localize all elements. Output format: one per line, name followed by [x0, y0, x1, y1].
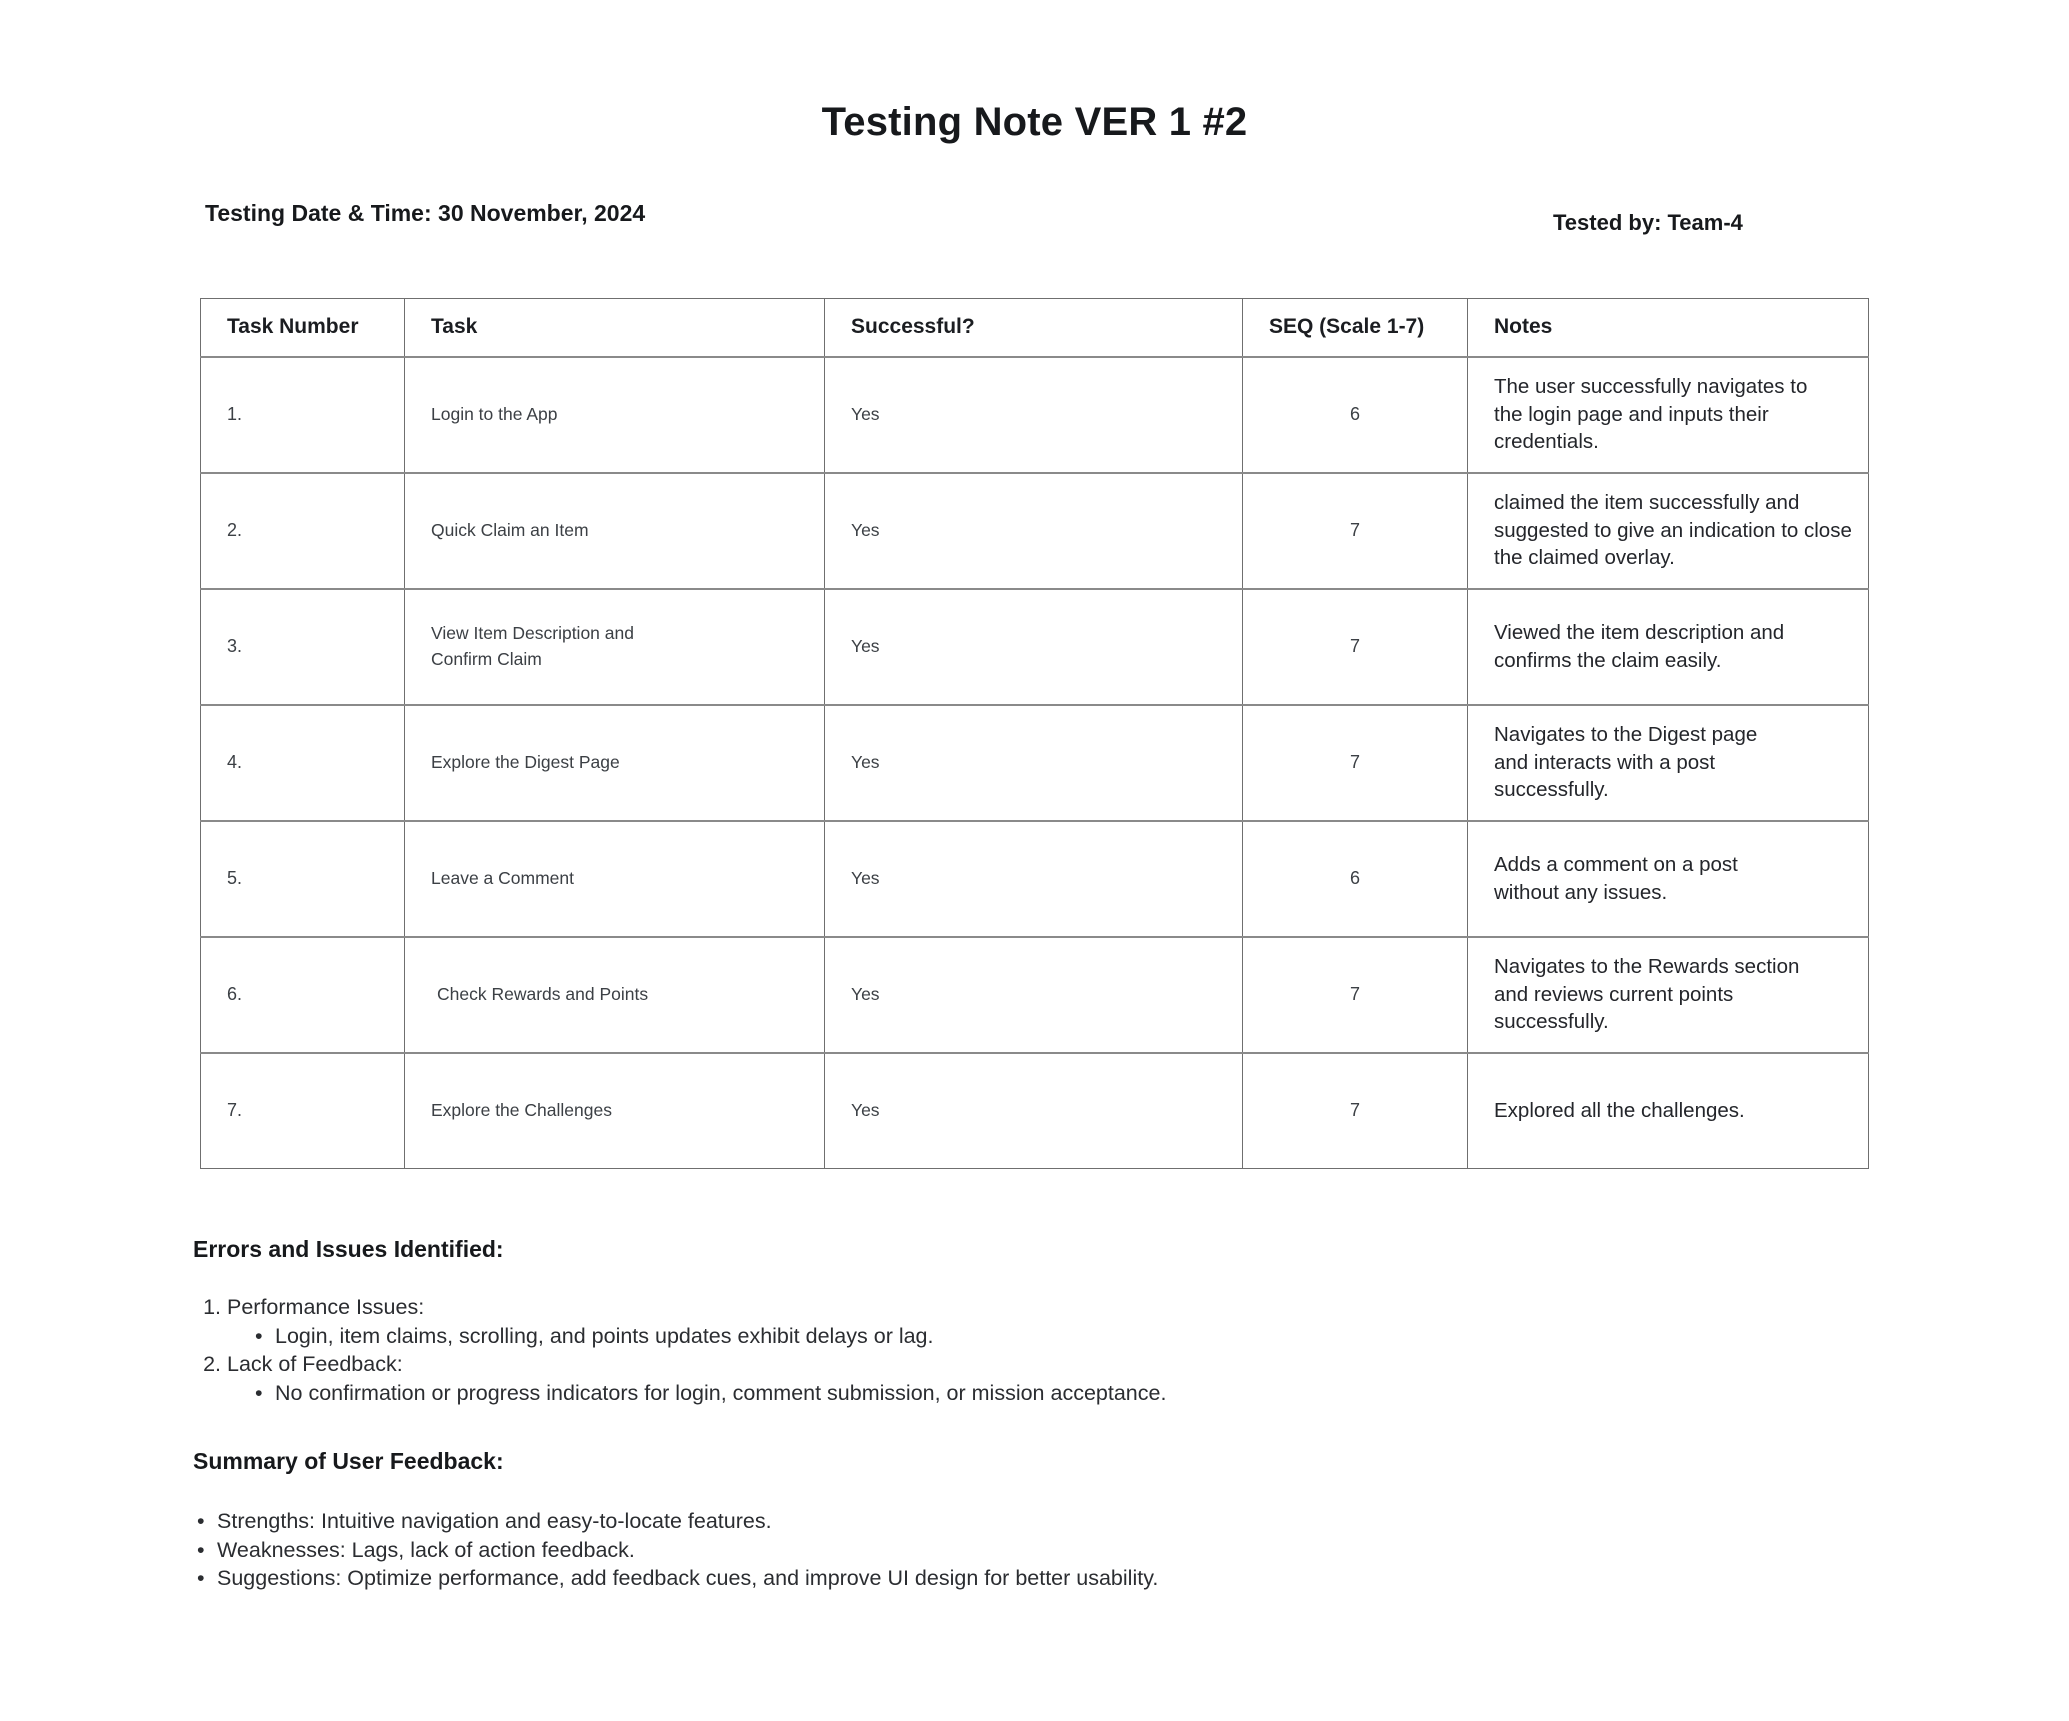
task-number-cell: 5. — [201, 821, 405, 937]
task-text: Explore the Digest Page — [431, 751, 620, 772]
seq-cell: 7 — [1243, 705, 1468, 821]
task-cell — [405, 473, 825, 589]
task-text: Explore the Challenges — [431, 1100, 612, 1121]
successful-cell: Yes — [825, 357, 1243, 473]
list-item — [227, 1293, 1166, 1350]
issue-sub-list — [227, 1379, 1166, 1408]
table-row — [201, 937, 1869, 1053]
summary-section-heading: Summary of User Feedback: — [193, 1448, 504, 1474]
list-item: • Strengths: Intuitive navigation and easy-to-locate features. — [193, 1507, 1158, 1536]
notes-text: Adds a comment on a post without any issues. — [1494, 852, 1738, 904]
table-row — [201, 473, 1869, 589]
notes-cell — [1468, 589, 1869, 705]
task-text: Quick Claim an Item — [431, 519, 589, 540]
task-text: Check Rewards and Points — [437, 983, 649, 1004]
seq-cell: 7 — [1243, 937, 1468, 1053]
list-item: • Weaknesses: Lags, lack of action feedback. — [193, 1536, 1158, 1565]
successful-cell: Yes — [825, 937, 1243, 1053]
task-number-cell: 3. — [201, 589, 405, 705]
notes-text: Navigates to the Digest page and interacts with a post successfully. — [1494, 722, 1758, 802]
testing-date-label: Testing Date & Time: 30 November, 2024 — [205, 200, 646, 226]
seq-cell: 6 — [1243, 357, 1468, 473]
notes-text: Viewed the item description and confirms the claim easily. — [1494, 620, 1785, 672]
seq-cell: 6 — [1243, 821, 1468, 937]
issue-label: Performance Issues: — [227, 1295, 425, 1319]
notes-cell — [1468, 705, 1869, 821]
task-number-cell: 7. — [201, 1053, 405, 1169]
table-row — [201, 821, 1869, 937]
notes-text: Navigates to the Rewards section and reviews current points successfully. — [1494, 954, 1800, 1034]
notes-cell — [1468, 1053, 1869, 1169]
testing-results-table — [200, 298, 1869, 1169]
summary-section — [193, 1448, 1158, 1593]
seq-cell: 7 — [1243, 473, 1468, 589]
list-item: • Suggestions: Optimize performance, add feedback cues, and improve UI design for better usability. — [193, 1564, 1158, 1593]
task-number-cell: 2. — [201, 473, 405, 589]
task-number-cell: 1. — [201, 357, 405, 473]
successful-cell: Yes — [825, 705, 1243, 821]
task-cell — [405, 937, 825, 1053]
page-title: Testing Note VER 1 #2 — [821, 100, 1248, 144]
notes-cell — [1468, 937, 1869, 1053]
issue-label: Lack of Feedback: — [227, 1352, 403, 1377]
table-row — [201, 589, 1869, 705]
column-header-seq: SEQ (Scale 1-7) — [1243, 299, 1468, 357]
notes-cell — [1468, 357, 1869, 473]
task-number-cell: 4. — [201, 705, 405, 821]
task-text: Login to the App — [431, 403, 558, 424]
task-cell — [405, 357, 825, 473]
notes-cell — [1468, 473, 1869, 589]
errors-list — [193, 1293, 1166, 1407]
task-cell — [405, 1053, 825, 1169]
notes-text: claimed the item successfully and suggested to give an indication to close the claimed overlay. — [1494, 490, 1852, 570]
notes-text: Explored all the challenges. — [1494, 1098, 1745, 1122]
task-number-cell: 6. — [201, 937, 405, 1053]
task-cell — [405, 705, 825, 821]
table-row — [201, 1053, 1869, 1169]
errors-section — [193, 1236, 1166, 1407]
successful-cell: Yes — [825, 473, 1243, 589]
list-item — [227, 1350, 1166, 1407]
issue-sub-list — [227, 1322, 1166, 1351]
notes-cell — [1468, 821, 1869, 937]
feedback-list — [193, 1507, 1158, 1593]
notes-text: The user successfully navigates to the login page and inputs their credentials. — [1494, 374, 1808, 454]
successful-cell: Yes — [825, 589, 1243, 705]
column-header-successful: Successful? — [825, 299, 1243, 357]
table-header-row — [201, 299, 1869, 357]
task-cell — [405, 589, 825, 705]
task-text: View Item Description and Confirm Claim — [431, 623, 634, 669]
column-header-task-number: Task Number — [201, 299, 405, 357]
column-header-task: Task — [405, 299, 825, 357]
errors-section-heading: Errors and Issues Identified: — [193, 1236, 504, 1262]
tested-by-label: Tested by: Team-4 — [1553, 210, 1743, 235]
successful-cell: Yes — [825, 821, 1243, 937]
task-cell — [405, 821, 825, 937]
table-row — [201, 357, 1869, 473]
column-header-notes: Notes — [1468, 299, 1869, 357]
seq-cell: 7 — [1243, 589, 1468, 705]
list-item: • No confirmation or progress indicators for login, comment submission, or mission acceptance. — [251, 1379, 1166, 1408]
seq-cell: 7 — [1243, 1053, 1468, 1169]
table-row — [201, 705, 1869, 821]
list-item: • Login, item claims, scrolling, and points updates exhibit delays or lag. — [251, 1322, 1166, 1351]
task-text: Leave a Comment — [431, 867, 574, 888]
successful-cell: Yes — [825, 1053, 1243, 1169]
